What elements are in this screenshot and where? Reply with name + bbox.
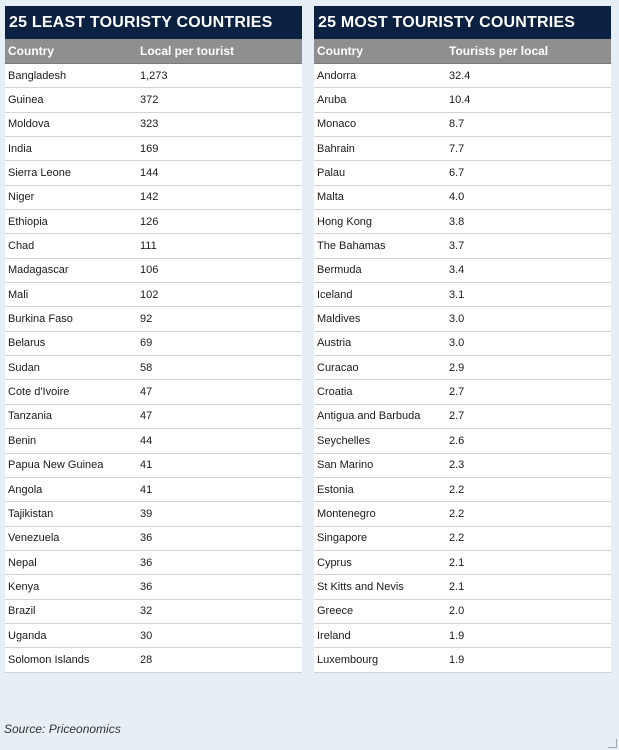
country-cell: The Bahamas: [317, 240, 386, 253]
value-cell: 3.4: [449, 264, 465, 277]
most-touristy-table: [314, 6, 611, 673]
most-touristy-header-row: [314, 39, 611, 64]
table-row: [314, 356, 611, 380]
country-cell: Austria: [317, 337, 352, 350]
most-touristy-title: 25 MOST TOURISTY COUNTRIES: [314, 6, 611, 39]
country-cell: Singapore: [317, 532, 368, 545]
country-cell: Bermuda: [317, 264, 362, 277]
column-header-local-per-tourist: Local per tourist: [140, 44, 235, 58]
country-cell: Monaco: [317, 118, 357, 131]
table-row: [5, 429, 302, 453]
value-cell: 3.7: [449, 240, 465, 253]
value-cell: 142: [140, 191, 159, 204]
table-row: [314, 502, 611, 526]
value-cell: 69: [140, 337, 153, 350]
table-row: [314, 234, 611, 258]
value-cell: 58: [140, 361, 153, 374]
value-cell: 41: [140, 483, 153, 496]
table-row: [5, 283, 302, 307]
table-row: [5, 551, 302, 575]
country-cell: Benin: [8, 434, 37, 447]
value-cell: 32: [140, 605, 153, 618]
value-cell: 2.2: [449, 483, 465, 496]
table-row: [314, 575, 611, 599]
resize-corner-icon: [608, 739, 617, 748]
table-row: [314, 551, 611, 575]
country-cell: Iceland: [317, 288, 353, 301]
value-cell: 7.7: [449, 142, 465, 155]
value-cell: 30: [140, 629, 153, 642]
table-row: [5, 161, 302, 185]
value-cell: 36: [140, 580, 153, 593]
value-cell: 2.1: [449, 556, 465, 569]
table-row: [5, 332, 302, 356]
value-cell: 41: [140, 459, 153, 472]
table-row: [314, 210, 611, 234]
country-cell: Malta: [317, 191, 344, 204]
table-row: [314, 405, 611, 429]
table-row: [314, 137, 611, 161]
value-cell: 372: [140, 94, 159, 107]
table-row: [5, 478, 302, 502]
value-cell: 47: [140, 410, 153, 423]
value-cell: 92: [140, 313, 153, 326]
table-row: [314, 283, 611, 307]
table-row: [5, 380, 302, 404]
table-row: [5, 88, 302, 112]
country-cell: Sierra Leone: [8, 167, 71, 180]
country-cell: Aruba: [317, 94, 347, 107]
country-cell: Guinea: [8, 94, 44, 107]
country-cell: Cote d'Ivoire: [8, 386, 70, 399]
table-row: [5, 64, 302, 88]
country-cell: Estonia: [317, 483, 354, 496]
table-row: [314, 624, 611, 648]
country-cell: Maldives: [317, 313, 361, 326]
value-cell: 3.8: [449, 215, 465, 228]
country-cell: St Kitts and Nevis: [317, 580, 404, 593]
country-cell: Tajikistan: [8, 507, 54, 520]
table-row: [314, 64, 611, 88]
value-cell: 36: [140, 532, 153, 545]
value-cell: 106: [140, 264, 159, 277]
table-row: [314, 186, 611, 210]
value-cell: 1.9: [449, 629, 465, 642]
value-cell: 2.2: [449, 532, 465, 545]
table-row: [314, 307, 611, 331]
table-row: [314, 478, 611, 502]
country-cell: Ireland: [317, 629, 351, 642]
country-cell: Croatia: [317, 386, 353, 399]
country-cell: Bangladesh: [8, 69, 67, 82]
table-row: [314, 113, 611, 137]
value-cell: 39: [140, 507, 153, 520]
country-cell: Burkina Faso: [8, 313, 73, 326]
country-cell: Moldova: [8, 118, 50, 131]
table-row: [314, 380, 611, 404]
value-cell: 323: [140, 118, 159, 131]
country-cell: Uganda: [8, 629, 47, 642]
country-cell: Tanzania: [8, 410, 53, 423]
country-cell: Madagascar: [8, 264, 69, 277]
country-cell: Curacao: [317, 361, 359, 374]
least-touristy-header-row: [5, 39, 302, 64]
country-cell: San Marino: [317, 459, 374, 472]
table-row: [5, 600, 302, 624]
table-row: [314, 527, 611, 551]
table-row: [5, 259, 302, 283]
value-cell: 169: [140, 142, 159, 155]
country-cell: Venezuela: [8, 532, 60, 545]
value-cell: 126: [140, 215, 159, 228]
table-row: [314, 161, 611, 185]
country-cell: Luxembourg: [317, 653, 379, 666]
table-row: [314, 600, 611, 624]
table-row: [314, 429, 611, 453]
least-touristy-table: [5, 6, 302, 673]
value-cell: 111: [140, 240, 157, 253]
country-cell: Antigua and Barbuda: [317, 410, 421, 423]
table-row: [5, 648, 302, 672]
column-header-country: Country: [317, 44, 363, 58]
country-cell: Mali: [8, 288, 29, 301]
least-touristy-title: 25 LEAST TOURISTY COUNTRIES: [5, 6, 302, 39]
value-cell: 2.2: [449, 507, 465, 520]
country-cell: Angola: [8, 483, 43, 496]
country-cell: Solomon Islands: [8, 653, 90, 666]
value-cell: 2.7: [449, 410, 465, 423]
country-cell: Kenya: [8, 580, 40, 593]
value-cell: 3.1: [449, 288, 465, 301]
country-cell: Nepal: [8, 556, 37, 569]
value-cell: 47: [140, 386, 153, 399]
source-note: Source: Priceonomics: [4, 722, 121, 736]
table-row: [5, 210, 302, 234]
value-cell: 2.7: [449, 386, 465, 399]
value-cell: 3.0: [449, 337, 465, 350]
most-touristy-rows: [314, 64, 611, 673]
value-cell: 44: [140, 434, 153, 447]
country-cell: Hong Kong: [317, 215, 373, 228]
country-cell: Brazil: [8, 605, 36, 618]
table-row: [5, 624, 302, 648]
country-cell: India: [8, 142, 32, 155]
table-row: [5, 356, 302, 380]
value-cell: 2.0: [449, 605, 465, 618]
country-cell: Montenegro: [317, 507, 376, 520]
country-cell: Papua New Guinea: [8, 459, 104, 472]
value-cell: 2.3: [449, 459, 465, 472]
table-row: [314, 454, 611, 478]
value-cell: 36: [140, 556, 153, 569]
table-row: [5, 527, 302, 551]
value-cell: 32.4: [449, 69, 471, 82]
table-row: [5, 454, 302, 478]
value-cell: 8.7: [449, 118, 465, 131]
table-row: [5, 234, 302, 258]
country-cell: Ethiopia: [8, 215, 48, 228]
value-cell: 6.7: [449, 167, 465, 180]
value-cell: 144: [140, 167, 159, 180]
value-cell: 1.9: [449, 653, 465, 666]
value-cell: 2.9: [449, 361, 465, 374]
country-cell: Bahrain: [317, 142, 355, 155]
country-cell: Cyprus: [317, 556, 352, 569]
table-row: [314, 259, 611, 283]
least-touristy-rows: [5, 64, 302, 673]
country-cell: Sudan: [8, 361, 40, 374]
value-cell: 4.0: [449, 191, 465, 204]
table-row: [314, 88, 611, 112]
column-header-tourists-per-local: Tourists per local: [449, 44, 549, 58]
table-row: [5, 307, 302, 331]
table-row: [314, 648, 611, 672]
country-cell: Niger: [8, 191, 35, 204]
country-cell: Seychelles: [317, 434, 371, 447]
country-cell: Greece: [317, 605, 354, 618]
country-cell: Chad: [8, 240, 35, 253]
country-cell: Belarus: [8, 337, 46, 350]
table-row: [5, 575, 302, 599]
value-cell: 10.4: [449, 94, 471, 107]
value-cell: 102: [140, 288, 159, 301]
table-row: [5, 186, 302, 210]
table-row: [5, 137, 302, 161]
country-cell: Palau: [317, 167, 346, 180]
value-cell: 28: [140, 653, 153, 666]
table-row: [314, 332, 611, 356]
value-cell: 1,273: [140, 69, 168, 82]
value-cell: 3.0: [449, 313, 465, 326]
table-row: [5, 405, 302, 429]
table-row: [5, 113, 302, 137]
value-cell: 2.6: [449, 434, 465, 447]
table-row: [5, 502, 302, 526]
country-cell: Andorra: [317, 69, 357, 82]
value-cell: 2.1: [449, 580, 465, 593]
column-header-country: Country: [8, 44, 54, 58]
